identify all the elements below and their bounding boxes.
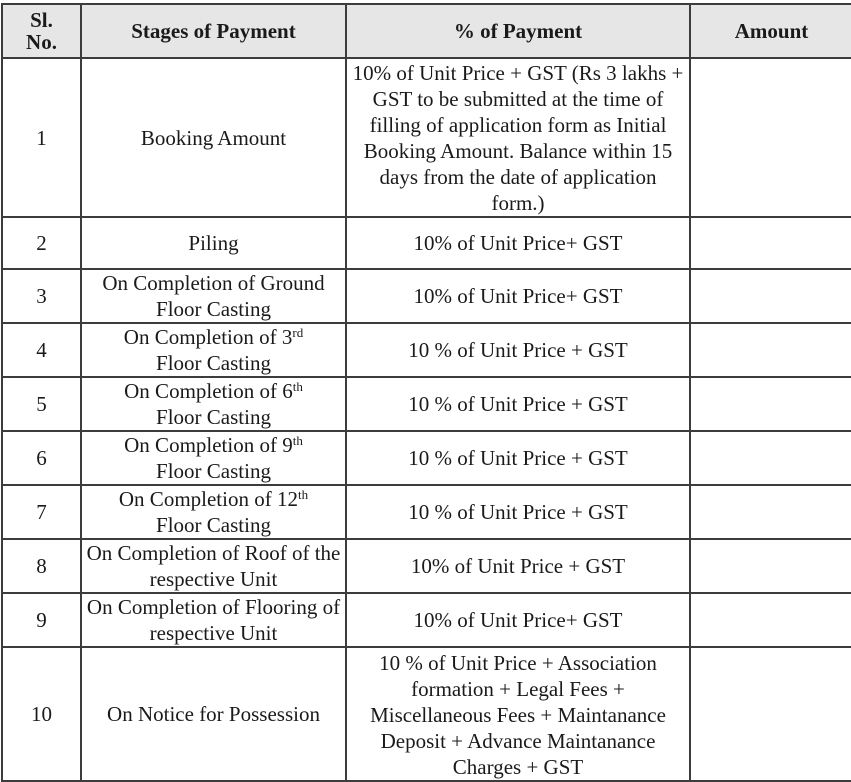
table-row bbox=[2, 647, 851, 781]
amount-cell bbox=[690, 647, 851, 781]
stage-text-rest: Floor Casting bbox=[156, 459, 271, 483]
payment-cell: 10 % of Unit Price + GST bbox=[346, 377, 690, 431]
sl-cell: 1 bbox=[2, 58, 81, 217]
payment-cell: 10% of Unit Price+ GST bbox=[346, 269, 690, 323]
header-stage: Stages of Payment bbox=[81, 4, 346, 58]
payment-cell: 10% of Unit Price+ GST bbox=[346, 593, 690, 647]
header-sl-no bbox=[2, 4, 81, 58]
ordinal-suffix: th bbox=[292, 379, 303, 394]
stage-cell: On Completion of Ground Floor Casting bbox=[81, 269, 346, 323]
table-row bbox=[2, 377, 851, 431]
table-row bbox=[2, 431, 851, 485]
stage-text: On Completion of 12 bbox=[118, 487, 298, 511]
payment-cell: 10 % of Unit Price + GST bbox=[346, 323, 690, 377]
ordinal-suffix: th bbox=[297, 487, 309, 502]
stage-cell bbox=[81, 431, 346, 485]
payment-cell: 10% of Unit Price+ GST bbox=[346, 217, 690, 269]
amount-cell bbox=[690, 323, 851, 377]
payment-cell: 10 % of Unit Price + GST bbox=[346, 485, 690, 539]
stage-cell bbox=[81, 485, 346, 539]
amount-cell bbox=[690, 539, 851, 593]
amount-cell bbox=[690, 431, 851, 485]
stage-text-rest: Floor Casting bbox=[156, 351, 271, 375]
stage-cell: Piling bbox=[81, 217, 346, 269]
payment-cell: 10% of Unit Price + GST (Rs 3 lakhs + GST to be submitted at the time of filling of application form as Initial Booking Amount. Balance within 15 days from the date of application form.) bbox=[346, 58, 690, 217]
sl-cell: 3 bbox=[2, 269, 81, 323]
sl-cell: 8 bbox=[2, 539, 81, 593]
table-row bbox=[2, 539, 851, 593]
amount-cell bbox=[690, 485, 851, 539]
payment-cell: 10 % of Unit Price + Association formation + Legal Fees + Miscellaneous Fees + Maintanance Deposit + Advance Maintanance Charges + GST bbox=[346, 647, 690, 781]
header-sl-no-line2: No. bbox=[26, 30, 57, 54]
stage-text-rest: Floor Casting bbox=[156, 405, 271, 429]
amount-cell bbox=[690, 593, 851, 647]
stage-text: On Completion of 9 bbox=[124, 433, 293, 457]
header-amount: Amount bbox=[690, 4, 851, 58]
header-percent: % of Payment bbox=[346, 4, 690, 58]
table-row bbox=[2, 485, 851, 539]
header-row bbox=[2, 4, 851, 58]
sl-cell: 9 bbox=[2, 593, 81, 647]
stage-cell: On Notice for Possession bbox=[81, 647, 346, 781]
amount-cell bbox=[690, 377, 851, 431]
stage-text: On Completion of 3 bbox=[123, 325, 293, 349]
payment-cell: 10% of Unit Price + GST bbox=[346, 539, 690, 593]
ordinal-suffix: th bbox=[292, 433, 303, 448]
stage-cell bbox=[81, 377, 346, 431]
payment-schedule-table bbox=[1, 3, 851, 782]
stage-cell: On Completion of Flooring of respective Unit bbox=[81, 593, 346, 647]
amount-cell bbox=[690, 269, 851, 323]
stage-cell: On Completion of Roof of the respective Unit bbox=[81, 539, 346, 593]
table-row bbox=[2, 593, 851, 647]
table-row bbox=[2, 58, 851, 217]
sl-cell: 10 bbox=[2, 647, 81, 781]
stage-cell: Booking Amount bbox=[81, 58, 346, 217]
sl-cell: 4 bbox=[2, 323, 81, 377]
table-row bbox=[2, 217, 851, 269]
payment-cell: 10 % of Unit Price + GST bbox=[346, 431, 690, 485]
amount-cell bbox=[690, 58, 851, 217]
stage-text-rest: Floor Casting bbox=[156, 513, 271, 537]
header-sl-no-line1: Sl. bbox=[30, 8, 53, 32]
stage-text: On Completion of 6 bbox=[124, 379, 293, 403]
sl-cell: 7 bbox=[2, 485, 81, 539]
sl-cell: 2 bbox=[2, 217, 81, 269]
sl-cell: 5 bbox=[2, 377, 81, 431]
ordinal-suffix: rd bbox=[292, 325, 304, 340]
stage-cell bbox=[81, 323, 346, 377]
table-row bbox=[2, 323, 851, 377]
sl-cell: 6 bbox=[2, 431, 81, 485]
table-row bbox=[2, 269, 851, 323]
amount-cell bbox=[690, 217, 851, 269]
